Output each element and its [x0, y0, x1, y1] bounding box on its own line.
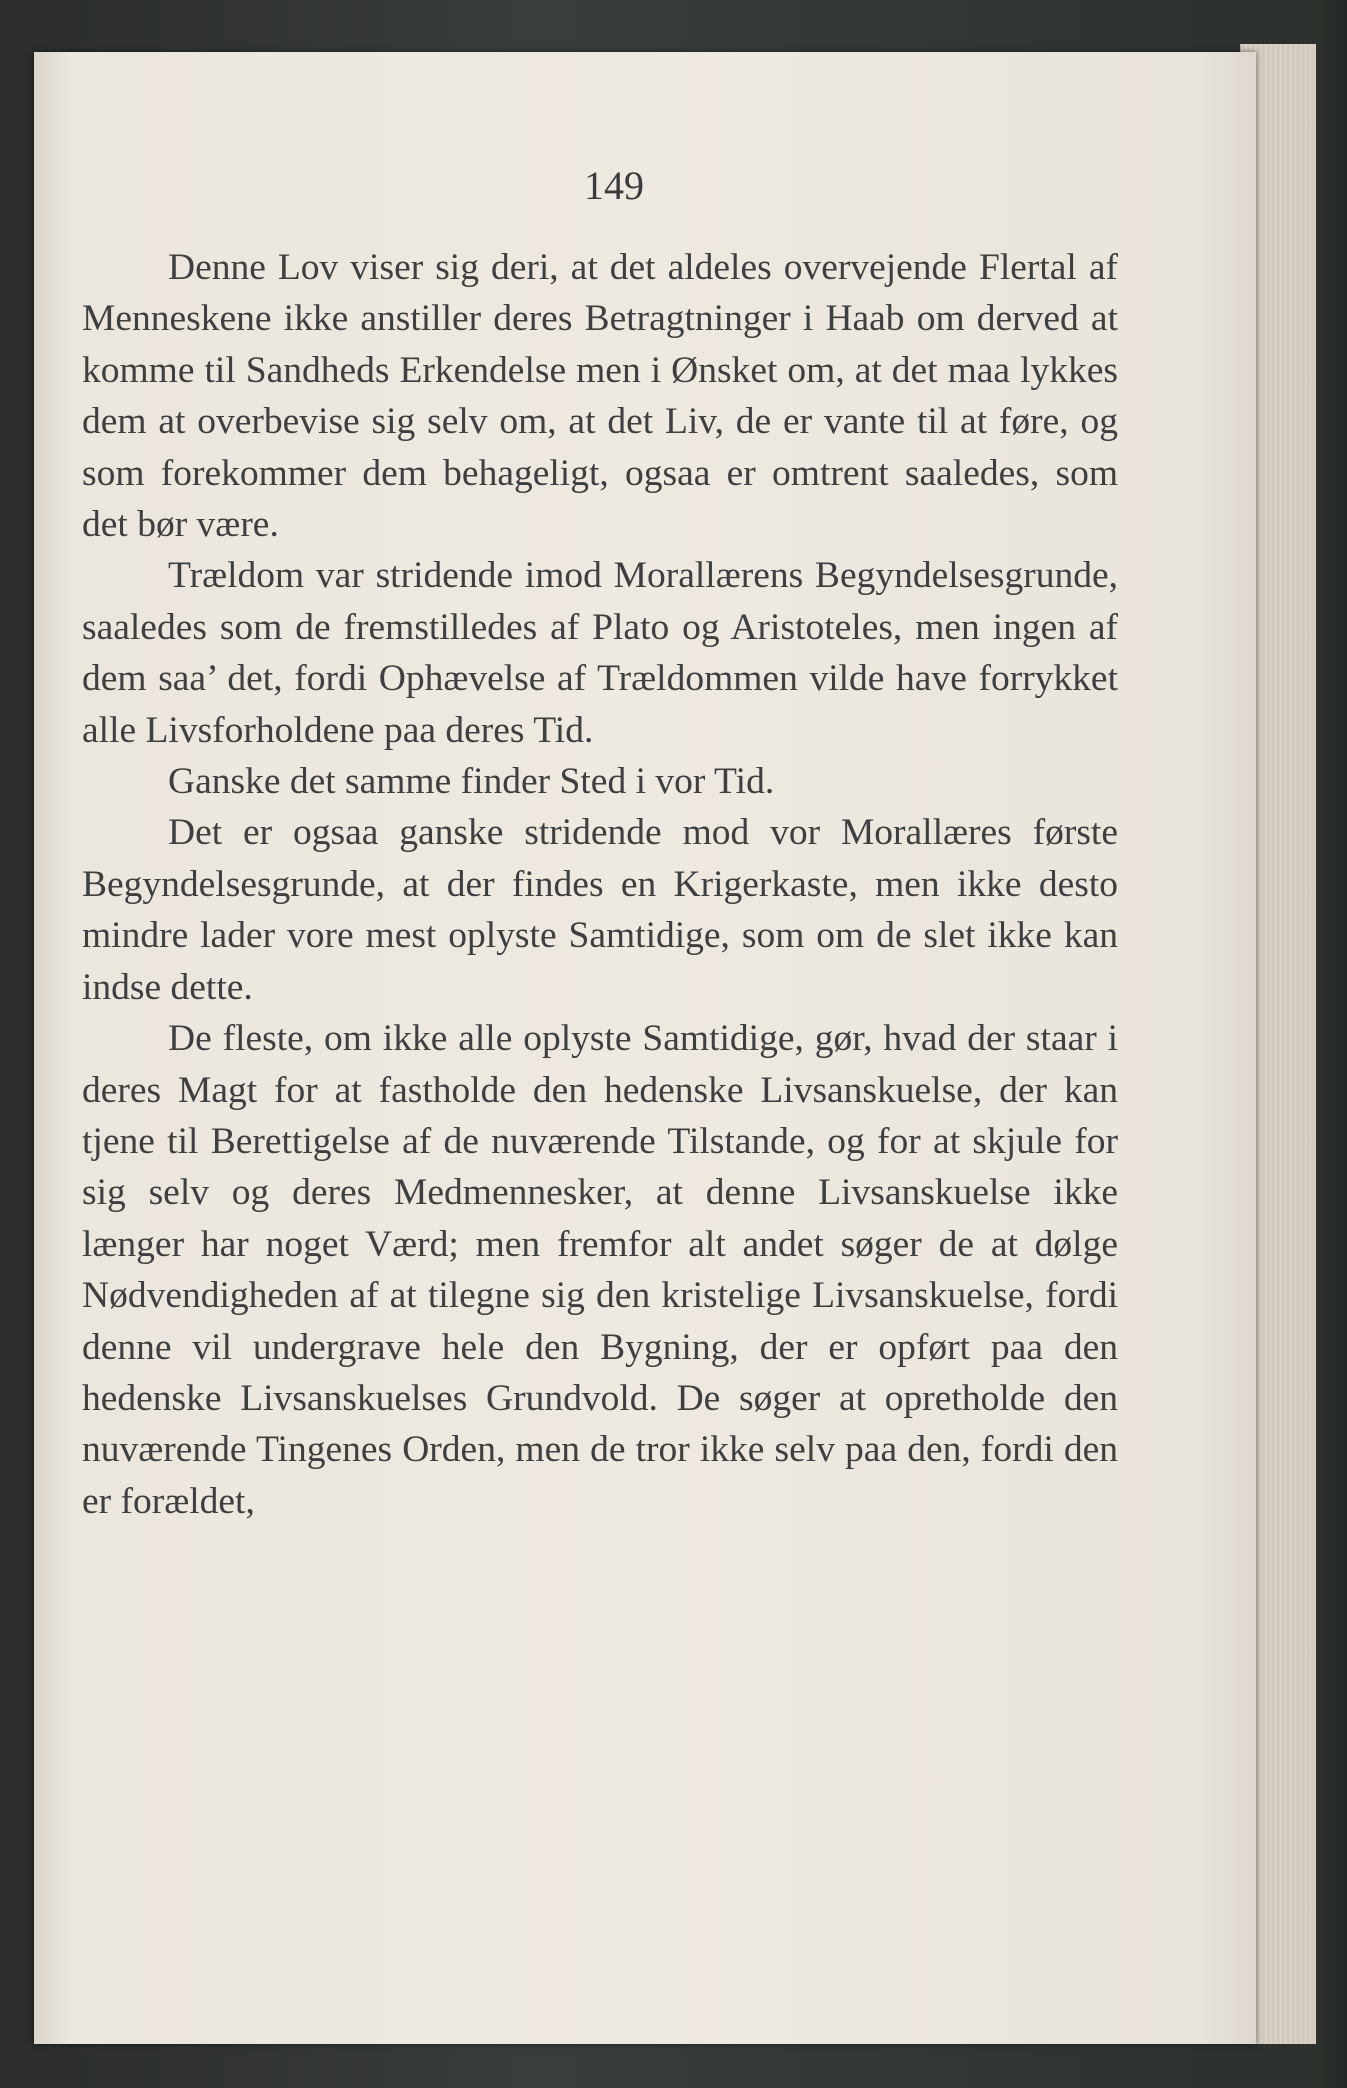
paragraph: De fleste, om ikke alle oplyste Samtidige, gør, hvad der staar i deres Magt for at fastholde den hedenske Livsanskuelse, der kan tjene til Berettigelse af de nuværende Tilstande, og for at skjule for sig selv og deres Medmennesker, at denne Livsanskuelse ikke længer har noget Værd; men fremfor alt andet søger de at dølge Nødvendigheden af at tilegne sig den kristelige Livsanskuelse, fordi denne vil undergrave hele den Bygning, der er opført paa den hedenske Livsanskuelses Grundvold. De søger at opretholde den nuværende Tingenes Orden, men de tror ikke selv paa den, fordi den er forældet,: [82, 1018, 1118, 1522]
paragraph: Denne Lov viser sig deri, at det aldeles overvejende Flertal af Menneskene ikke anstiller deres Betragtninger i Haab om derved at komme til Sandheds Erkendelse men i Ønsket om, at det maa lykkes dem at overbevise sig selv om, at det Liv, de er vante til at føre, og som forekommer dem behageligt, ogsaa er omtrent saaledes, som det bør være.: [82, 247, 1118, 546]
paragraph: Det er ogsaa ganske stridende mod vor Morallæres første Begyndelsesgrunde, at der findes en Krigerkaste, men ikke desto mindre lader vore mest oplyste Samtidige, som om de slet ikke kan indse dette.: [82, 812, 1118, 1008]
body-text: [82, 242, 1118, 1527]
paragraph: Trældom var stridende imod Morallærens Begyndelsesgrunde, saaledes som de fremstilledes af Plato og Aristoteles, men ingen af dem saa’ det, fordi Ophævelse af Trældommen vilde have forrykket alle Livsforholdene paa deres Tid.: [82, 555, 1118, 751]
paragraph: Ganske det samme finder Sted i vor Tid.: [168, 761, 775, 803]
book-page: [34, 52, 1256, 2044]
page-number: 149: [584, 163, 644, 208]
book-binding: [1311, 0, 1347, 2088]
